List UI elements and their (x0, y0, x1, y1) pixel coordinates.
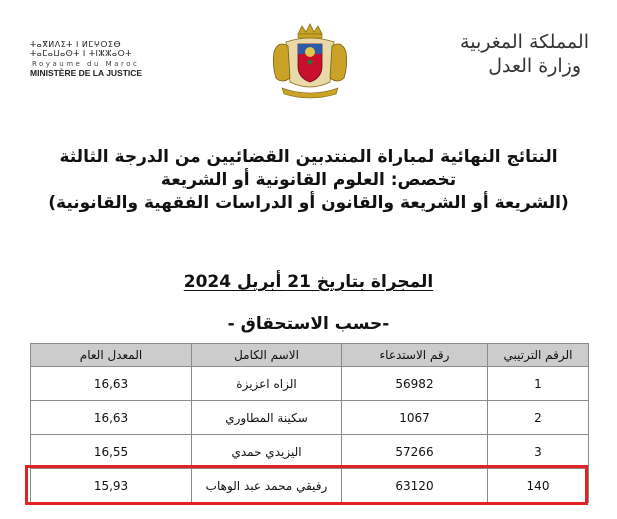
cell-name: سكينة المطاوري (192, 401, 342, 435)
cell-rank: 2 (488, 401, 589, 435)
table-row-highlighted (31, 469, 589, 503)
title-line-3: (الشريعة أو الشريعة والقانون أو الدراسات الفقهية والقانونية) (48, 193, 569, 213)
exam-date (0, 272, 617, 292)
cell-name: اليزيدي حمدي (192, 435, 342, 469)
cell-average: 15,93 (31, 469, 192, 503)
header-name: الاسم الكامل (192, 344, 342, 367)
title-line-1: النتائج النهائية لمباراة المنتدبين القضائيين من الدرجة الثالثة (59, 147, 558, 167)
table-header-row (31, 344, 589, 367)
exam-date-text: المجراة بتاريخ 21 أبريل 2024 (183, 272, 434, 292)
cell-invite: 57266 (342, 435, 488, 469)
header-invite: رقم الاستدعاء (342, 344, 488, 367)
document-header (0, 0, 617, 110)
tifinagh-line-1: ⵜⴰⴳⵍⴷⵉⵜ ⵏ ⵍⵎⵖⵔⵉⴱ (30, 40, 122, 49)
royaume-text: Royaume du Maroc (32, 60, 140, 68)
header-average: المعدل العام (31, 344, 192, 367)
ministry-arabic: وزارة العدل (488, 55, 581, 77)
table-row (31, 401, 589, 435)
cell-name: الزاه اعزيزة (192, 367, 342, 401)
cell-name: رفيقي محمد عبد الوهاب (192, 469, 342, 503)
header-rank: الرقم الترتيبي (488, 344, 589, 367)
cell-average: 16,63 (31, 367, 192, 401)
cell-average: 16,55 (31, 435, 192, 469)
ministry-logo-ar (449, 30, 589, 78)
results-table (30, 343, 589, 503)
title-line-2: تخصص: العلوم القانونية أو الشريعة (160, 170, 457, 190)
coat-of-arms-icon (268, 22, 352, 102)
tifinagh-line-2: ⵜⴰⵎⴰⵡⴰⵙⵜ ⵏ ⵜⵏⵣⵣⴰⵔⵜ (30, 49, 132, 58)
table-row (31, 435, 589, 469)
cell-invite: 1067 (342, 401, 488, 435)
ministere-text: MINISTÈRE DE LA JUSTICE (30, 68, 143, 78)
cell-rank: 3 (488, 435, 589, 469)
cell-rank: 140 (488, 469, 589, 503)
ministry-logo-fr (30, 40, 150, 78)
document-titles (0, 146, 617, 215)
table-row (31, 367, 589, 401)
kingdom-arabic: المملكة المغربية (460, 31, 589, 53)
cell-invite: 56982 (342, 367, 488, 401)
merit-label: -حسب الاستحقاق - (227, 314, 390, 334)
cell-invite: 63120 (342, 469, 488, 503)
cell-rank: 1 (488, 367, 589, 401)
cell-average: 16,63 (31, 401, 192, 435)
